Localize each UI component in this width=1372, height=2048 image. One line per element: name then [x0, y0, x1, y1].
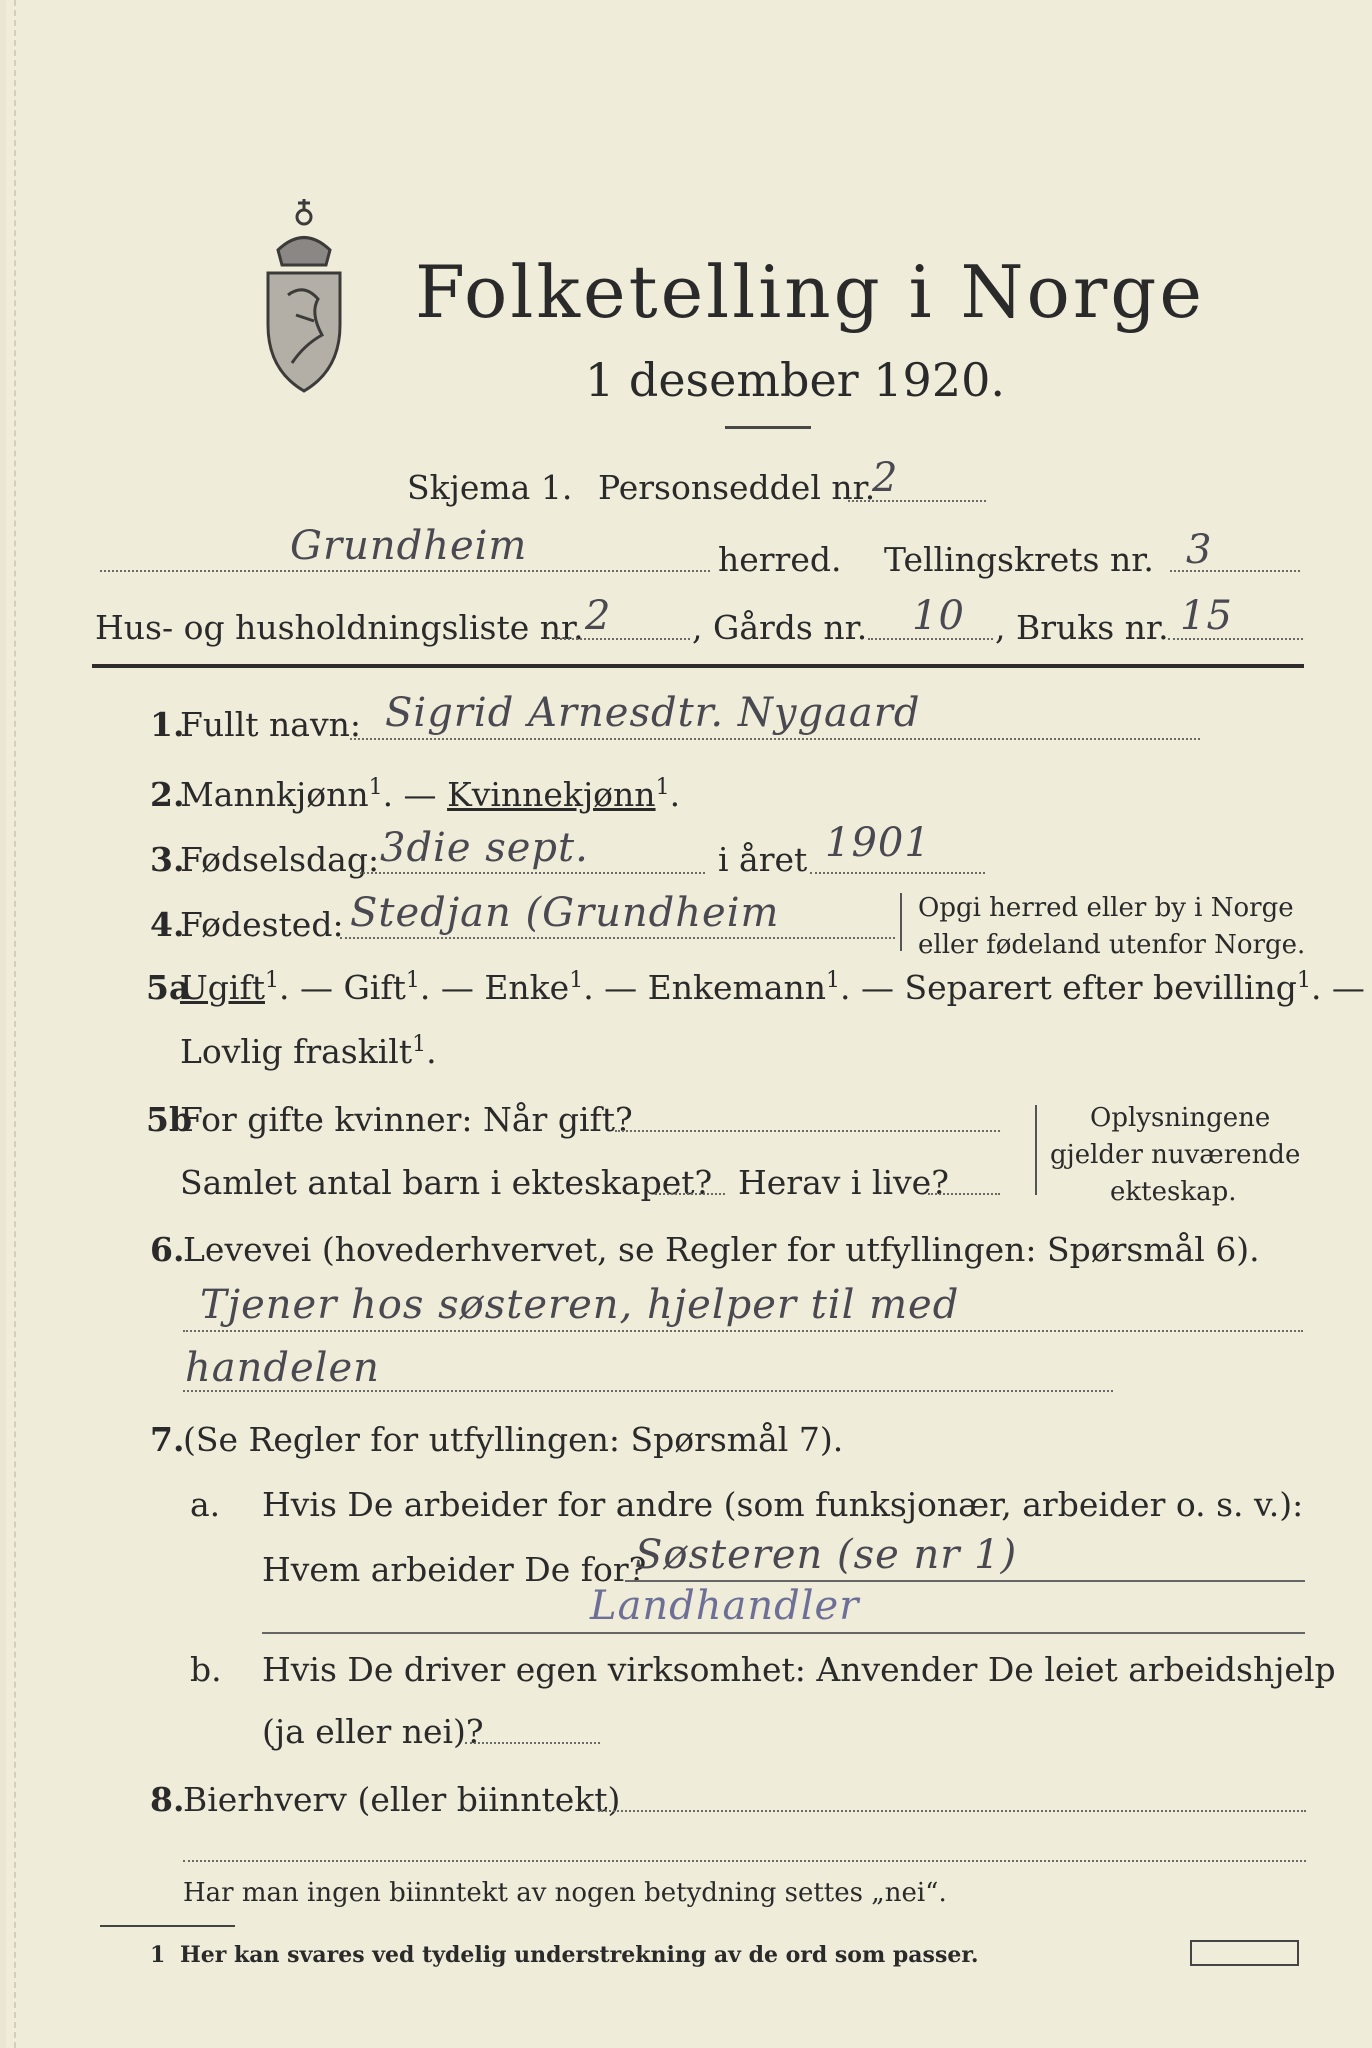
q2-female-option[interactable]: Kvinnekjønn: [447, 775, 656, 814]
gards-value[interactable]: 10: [912, 593, 965, 639]
q7a-line-2: [262, 1632, 1305, 1634]
footnote-rule: [100, 1925, 235, 1927]
q4-note-1: Opgi herred eller by i Norge: [918, 893, 1294, 923]
q5b-when-line: [615, 1130, 1000, 1132]
q7-number: 7.: [150, 1420, 185, 1459]
q1-label: Fullt navn:: [180, 705, 361, 744]
krets-value[interactable]: 3: [1186, 527, 1213, 573]
header-divider: [92, 664, 1304, 668]
q5b-number: 5b: [146, 1100, 193, 1139]
gards-label: , Gårds nr.: [692, 608, 868, 647]
q3-line: [360, 872, 705, 874]
q3-label: Fødselsdag:: [180, 840, 380, 879]
q7b-text: Hvis De driver egen virksomhet: Anvender De leiet arbeidshjelp: [262, 1650, 1336, 1689]
q8-line-2: [183, 1860, 1306, 1862]
birthplace-value[interactable]: Stedjan (Grundheim: [350, 890, 780, 936]
q5b-alive-line: [928, 1193, 1000, 1195]
person-field-line: [848, 500, 986, 502]
q5b-brace: [1035, 1105, 1037, 1195]
q8-label: Bierhverv (eller biinntekt): [183, 1780, 621, 1819]
q5b-note-1: Oplysningene: [1090, 1103, 1271, 1133]
footnote-text: Her kan svares ved tydelig understrekning av de ord som passer.: [180, 1942, 979, 1968]
q5b-note-2: gjelder nuværende: [1050, 1140, 1301, 1170]
year-label: i året: [718, 840, 808, 879]
q6-line-1: [183, 1330, 1303, 1332]
herred-field-line: [100, 570, 710, 572]
q7b-letter: b.: [190, 1650, 222, 1689]
q6-number: 6.: [150, 1230, 185, 1269]
q6-label: Levevei (hovederhvervet, se Regler for utfyllingen: Spørsmål 6).: [183, 1230, 1260, 1269]
q7a-employer-label: Hvem arbeider De for?: [262, 1550, 647, 1589]
q7-label: (Se Regler for utfyllingen: Spørsmål 7).: [183, 1420, 844, 1459]
q4-brace: [900, 893, 902, 951]
q4-number: 4.: [150, 905, 185, 944]
year-line: [810, 872, 985, 874]
household-list-line: [555, 638, 690, 640]
q1-line: [350, 738, 1200, 740]
krets-label: Tellingskrets nr.: [884, 540, 1154, 579]
q5a-options: Ugift$^1$. — Gift$^1$. — Enke$^1$. — Enkemann$^1$. — Separert efter bevilling$^1$. —: [180, 968, 1365, 1007]
schema-label: Skjema 1.: [407, 468, 573, 507]
q2-number: 2.: [150, 775, 185, 814]
employer-value-2[interactable]: Landhandler: [590, 1583, 860, 1629]
household-list-value[interactable]: 2: [585, 593, 612, 639]
q5a-number: 5a: [146, 968, 191, 1007]
q3-number: 3.: [150, 840, 185, 879]
printer-stamp: [1190, 1940, 1299, 1966]
q5b-note-3: ekteskap.: [1110, 1177, 1237, 1207]
occupation-value-2[interactable]: handelen: [185, 1345, 380, 1391]
q5b-alive-label: Herav i live?: [738, 1163, 949, 1202]
birthday-value[interactable]: 3die sept.: [380, 825, 589, 871]
q2-male-label: Mannkjønn$^1$. — Kvinnekjønn$^1$.: [180, 775, 681, 814]
q1-number: 1.: [150, 705, 185, 744]
q4-note-2: eller fødeland utenfor Norge.: [918, 930, 1306, 960]
q7b-line: [465, 1742, 600, 1744]
q5b-children-line: [655, 1193, 725, 1195]
q4-line: [340, 937, 895, 939]
herred-value[interactable]: Grundheim: [290, 523, 528, 569]
title-divider: [725, 426, 811, 429]
q7a-text: Hvis De arbeider for andre (som funksjonær, arbeider o. s. v.):: [262, 1485, 1304, 1524]
q7b-label: (ja eller nei)?: [262, 1712, 484, 1751]
q7a-line-1: [625, 1580, 1305, 1582]
herred-label: herred.: [718, 540, 842, 579]
person-number-value[interactable]: 2: [872, 455, 899, 501]
footer-note: Har man ingen biinntekt av nogen betydning settes „nei“.: [183, 1878, 947, 1908]
q5b-when-married-label: For gifte kvinner: Når gift?: [180, 1100, 633, 1139]
footnote-mark: 1: [150, 1942, 166, 1968]
bruks-label: , Bruks nr.: [995, 608, 1169, 647]
q5a-line2: Lovlig fraskilt$^1$.: [180, 1032, 437, 1071]
household-list-label: Hus- og husholdningsliste nr.: [95, 608, 584, 647]
q5a-unmarried-option[interactable]: Ugift: [180, 968, 265, 1007]
perforated-edge: [14, 0, 36, 2048]
q7a-letter: a.: [190, 1485, 221, 1524]
q8-number: 8.: [150, 1780, 185, 1819]
occupation-value-1[interactable]: Tjener hos søsteren, hjelper til med: [200, 1282, 960, 1328]
coat-of-arms-icon: [248, 195, 360, 395]
q8-line: [598, 1810, 1306, 1812]
q4-label: Fødested:: [180, 905, 344, 944]
person-label: Personseddel nr.: [598, 468, 876, 507]
form-title: Folketelling i Norge: [415, 250, 1205, 334]
q5b-children-label: Samlet antal barn i ekteskapet?: [180, 1163, 713, 1202]
full-name-value[interactable]: Sigrid Arnesdtr. Nygaard: [385, 690, 921, 736]
bruks-value[interactable]: 15: [1180, 593, 1233, 639]
employer-value[interactable]: Søsteren (se nr 1): [635, 1532, 1018, 1578]
form-date: 1 desember 1920.: [585, 353, 1005, 407]
birth-year-value[interactable]: 1901: [825, 820, 931, 866]
